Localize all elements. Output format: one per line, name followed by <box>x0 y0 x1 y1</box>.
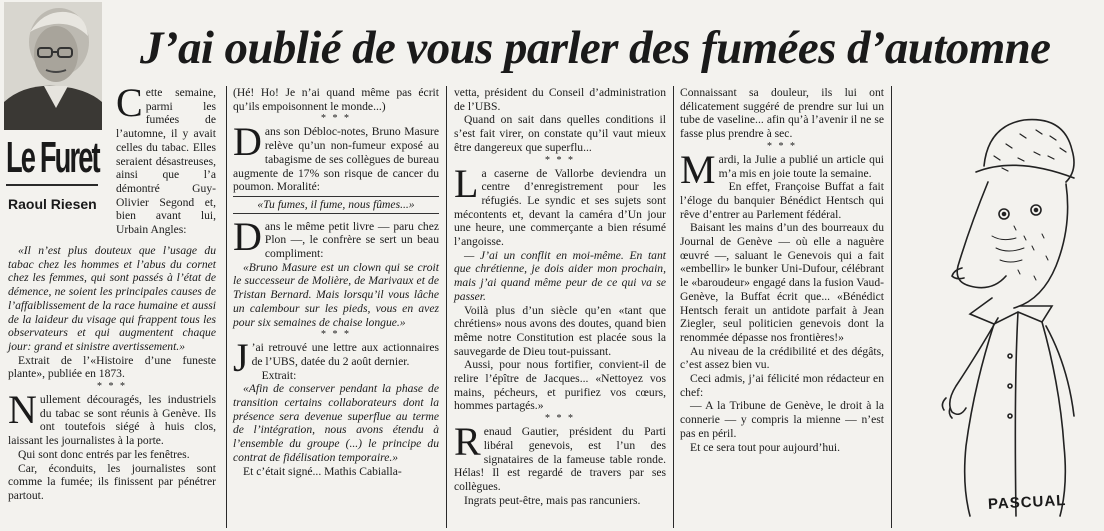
c3-paragraph: Voilà plus d’un siècle qu’en «tant que chrétiens» nous avons des doutes, quand bien même notre Constitution est placée sous la sauvegarde de Dieu tout-puissant. <box>454 303 666 358</box>
author-byline: Raoul Riesen <box>8 196 97 212</box>
column-rule-3 <box>673 86 674 528</box>
c3-paragraph: Aussi, pour nous fortifier, convient-il de relire l’épître de Jacques... «Nettoyez vos mains, pécheurs, et purifiez vos cœurs, hommes partagés.» <box>454 358 666 413</box>
column-rule-4 <box>891 86 892 528</box>
c1-lead-block <box>116 80 216 244</box>
drop-cap: L <box>454 160 479 206</box>
illustrator-signature: PASCUAL <box>987 491 1067 514</box>
column-3 <box>454 86 666 507</box>
drop-cap: J <box>233 335 249 381</box>
section-separator: * * * <box>97 381 127 393</box>
c2-quote: «Tu fumes, il fume, nous fûmes...» <box>257 197 415 211</box>
column-2 <box>233 86 439 478</box>
c4-paragraph: Au niveau de la crédibilité et des dégâts, c’est assez bien vu. <box>680 344 884 372</box>
c2-quote: «Afin de conserver pendant la phase de transition certains collaborateurs dont la présence sera devenue superflue au terme de l’intégration, nous avons étendu à l’ensemble du groupe (...) le principe du contrat de fidélisation temporaire.» <box>233 382 439 464</box>
cartoon-illustration <box>896 86 1100 526</box>
c4-paragraph: Ceci admis, j’ai félicité mon rédacteur en chef: <box>680 372 884 399</box>
drop-cap: N <box>8 387 37 433</box>
section-separator: * * * <box>545 154 575 166</box>
c2-paragraph: Et c’était signé... Mathis Cabialla- <box>243 464 402 478</box>
c1-paragraph: Qui sont donc entrés par les fenêtres. <box>18 447 190 461</box>
c4-paragraph: Et ce sera tout pour aujourd’hui. <box>690 440 841 454</box>
c2-paragraph: (Hé! Ho! Je n’ai quand même pas écrit qu’ils empoisonnent le monde...) <box>233 86 439 113</box>
c3-paragraph: Quand on sait dans quelles conditions il s’est fait virer, on constate qu’il vaut mieux être dangereux que superflu... <box>454 113 666 154</box>
c2-paragraph: Extrait: <box>261 368 297 382</box>
drop-cap: R <box>454 419 481 465</box>
c3-paragraph: Ingrats peut-être, mais pas rancuniers. <box>464 493 641 507</box>
c2-quote: «Bruno Masure est un clown qui se croit le successeur de Molière, de Marivaux et de Tristan Bernard. Mais lorsqu’il vous lâche un calembour sur les pieds, vous en avez pour six semaines de chaise longue.» <box>233 260 439 329</box>
section-separator: * * * <box>545 413 575 425</box>
c4-paragraph: Connaissant sa douleur, ils lui ont délicatement suggéré de prendre sur lui un tube de vaseline... afin qu’à l’avenir il ne se fasse plus prendre à sec. <box>680 86 884 141</box>
c1-paragraph: Extrait de l’«Histoire d’une funeste plante», publiée en 1873. <box>8 353 216 381</box>
section-separator: * * * <box>321 329 351 341</box>
ferret-caricature-drawing <box>896 86 1100 526</box>
c4-paragraph: En effet, Françoise Buffat a fait l’éloge du banquier Bénédict Hentsch qui rêve d’entrer au Parlement fédéral. <box>680 180 884 221</box>
drop-cap: C <box>116 80 143 125</box>
drop-cap: M <box>680 146 716 192</box>
column-1 <box>8 80 216 503</box>
section-separator: * * * <box>767 140 797 152</box>
c2-paragraph: ans le même petit livre — paru chez Plon —, le confrère se sert un beau compliment: <box>264 219 439 261</box>
c3-quote: — J’ai un conflit en moi-même. En tant que chrétienne, je dois aider mon prochain, mais j’ai quand même peur de ce qui va se passer. <box>454 248 666 303</box>
column-rule-1 <box>226 86 227 528</box>
section-separator: * * * <box>321 113 351 125</box>
c4-paragraph: Baisant les mains d’un des bourreaux du Journal de Genève — où elle a naguère œuvré —, saluant le Genevois qui a fait «embellir» le bunker Uni-Dufour, célébrant le «baroudeur» engagé dans la fusion Vaud-Genève, la Buffat écrit que... «Bénédict Hentsch ferait un antidote parfait à Jean Ziegler, seul politicien genevois dont la renommée dépasse nos frontières!» <box>680 221 884 344</box>
c3-paragraph: enaud Gautier, président du Parti libéral genevois, est l’un des signataires de la fameuse table ronde. Hélas! Il est regardé de travers par ses collègues. <box>454 425 666 493</box>
drop-cap: D <box>233 213 262 259</box>
column-rule-2 <box>446 86 447 528</box>
c1-paragraph: ette semaine, parmi les fumées de l’automne, il y avait celles du tabac. Elles seraient désastreuses, ainsi que l’a démontré Guy-Olivier Segond et, bien avant lui, Urbain Angles: <box>116 86 216 237</box>
c3-paragraph: vetta, président du Conseil d’administration de l’UBS. <box>454 86 666 113</box>
column-4 <box>680 86 884 454</box>
column-name: Le Furet <box>6 133 99 182</box>
c4-paragraph: — A la Tribune de Genève, le droit à la connerie — y compris la mienne — n’est pas en péril. <box>680 399 884 440</box>
c1-paragraph: Car, éconduits, les journalistes sont comme la fumée; ils finissent par pénétrer partout. <box>8 461 216 502</box>
c3-paragraph: a caserne de Vallorbe deviendra un centre d’enregistrement pour les réfugiés. Le syndic et ses sujets sont mécontents et, devant la caméra d’Un jour une heure, une commerçante a bien résumé l’angoisse. <box>454 166 666 249</box>
c2-paragraph: ans son Débloc-notes, Bruno Masure relève qu’un non-fumeur exposé au tabagisme de ses collègues de bureau augmente de 17% son risque de cancer du poumon. Moralité: <box>233 125 439 194</box>
c1-paragraph: ullement découragés, les industriels du tabac se sont réunis à Genève. Ils ont toutefois siégé à huis clos, laissant les journalistes à la porte. <box>8 393 216 448</box>
article-headline: J’ai oublié de vous parler des fumées d’automne <box>140 22 1051 74</box>
c1-quote: «Il n’est plus douteux que l’usage du tabac chez les hommes et l’abus du cornet chez les femmes, qui sont passés à l’état de démence, ne soient les principales causes de l’affaiblissement de la race humaine et aussi de la laideur du visage qui frappent tous les observateurs et qui augmentent chaque jour: grand et sinistre avertissement.» <box>8 244 216 353</box>
drop-cap: D <box>233 119 262 165</box>
c2-paragraph: ’ai retrouvé une lettre aux actionnaires de l’UBS, datée du 2 août dernier. <box>251 341 439 368</box>
c4-paragraph: ardi, la Julie a publié un article qui m’a mis en joie toute la semaine. <box>718 152 884 180</box>
